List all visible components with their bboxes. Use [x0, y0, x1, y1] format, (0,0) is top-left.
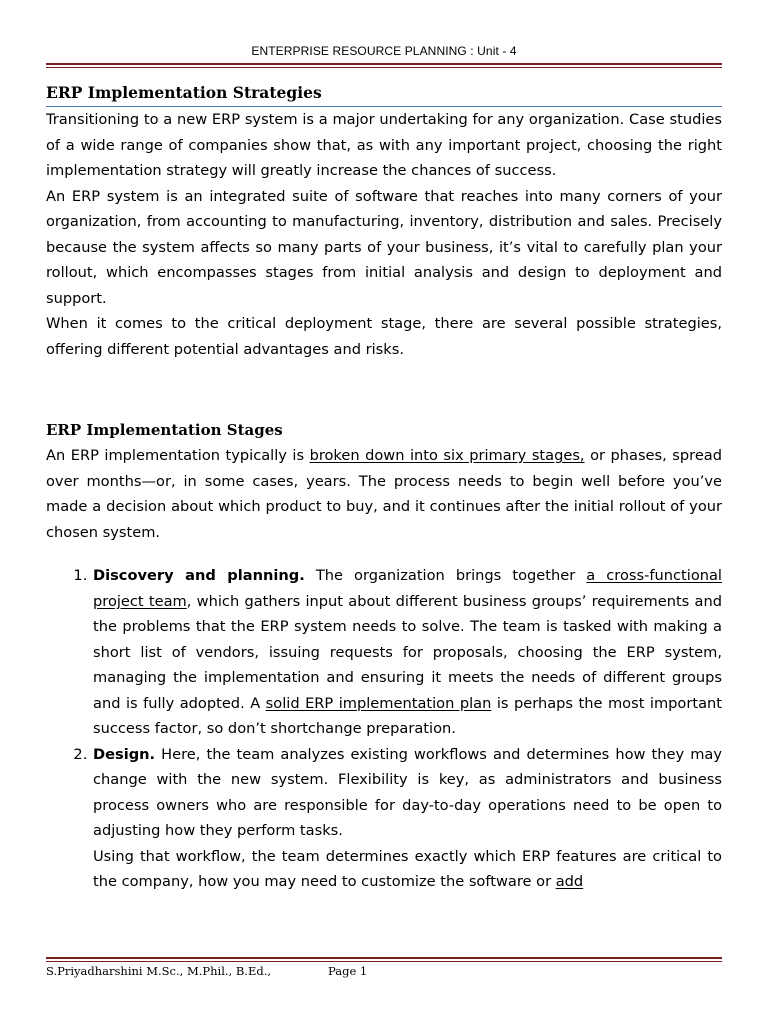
paragraph-erp-system: An ERP system is an integrated suite of software that reaches into many corners of your organization, from accounting to manufacturing, inventory, distribution and sales. Precisely because the system affects so many parts of your business, it’s vital to carefully plan your rollout, which encompasses stages from initial analysis and design to deployment and support.: [46, 187, 722, 307]
paragraph-intro: Transitioning to a new ERP system is a major undertaking for any organization. Case studies of a wide range of companies show that, as with any important project, choosing the right implementation strategy will greatly increase the chances of success.: [46, 111, 722, 179]
stages-list: [46, 563, 722, 895]
footer-rule-thick: [46, 957, 722, 959]
header-rule-thin: [46, 67, 722, 68]
footer-rule-thin: [46, 961, 722, 962]
document-body: [46, 80, 722, 895]
list-item-design: 2. Design. Here, the team analyzes existing workflows and determines how they may change with the new system. Flexibility is key, as administrators and business process owners who are responsible for day-to-day operations need to be open to adjusting how they perform tasks. Using that workflow, the team determines exactly which ERP features are critical to the company, how you may need to customize the software or add: [92, 742, 722, 895]
paragraph-stages-intro: An ERP implementation typically is broken down into six primary stages, or phases, spread over months—or, in some cases, years. The process needs to begin well before you’ve made a decision about which product to buy, and it continues after the initial rollout of your chosen system.: [46, 447, 723, 541]
section-heading-stages: ERP Implementation Stages: [46, 421, 283, 439]
link-cross-functional-team[interactable]: a cross-functional project team: [93, 567, 722, 610]
footer-author: S.Priyadharshini M.Sc., M.Phil., B.Ed.,: [46, 964, 272, 978]
list-item-discovery: 1. Discovery and planning. The organization brings together a cross-functional project team, which gathers input about different business groups’ requirements and the problems that the ERP system needs to solve. The team is tasked with making a short list of vendors, issuing requests for proposals, choosing the ERP system, managing the implementation and ensuring it meets the needs of different groups and is fully adopted. A solid ERP implementation plan is perhaps the most important success factor, so don’t shortchange preparation.: [92, 563, 722, 742]
page-footer: [46, 964, 368, 978]
running-header: ENTERPRISE RESOURCE PLANNING : Unit - 4: [251, 44, 517, 58]
spacer: [46, 545, 722, 563]
header-rule-thick: [46, 63, 722, 65]
link-add[interactable]: add: [555, 873, 584, 890]
stage-title: Design.: [93, 745, 156, 763]
link-implementation-plan[interactable]: solid ERP implementation plan: [265, 694, 492, 712]
page-number: Page 1: [328, 964, 368, 978]
stage-title: Discovery and planning.: [93, 567, 305, 584]
section-heading-strategies: ERP Implementation Strategies: [46, 80, 722, 107]
paragraph-deployment: When it comes to the critical deployment stage, there are several possible strategies, offering different potential advantages and risks.: [46, 315, 722, 358]
spacer: [46, 362, 722, 418]
link-six-stages[interactable]: broken down into six primary stages,: [309, 447, 585, 464]
